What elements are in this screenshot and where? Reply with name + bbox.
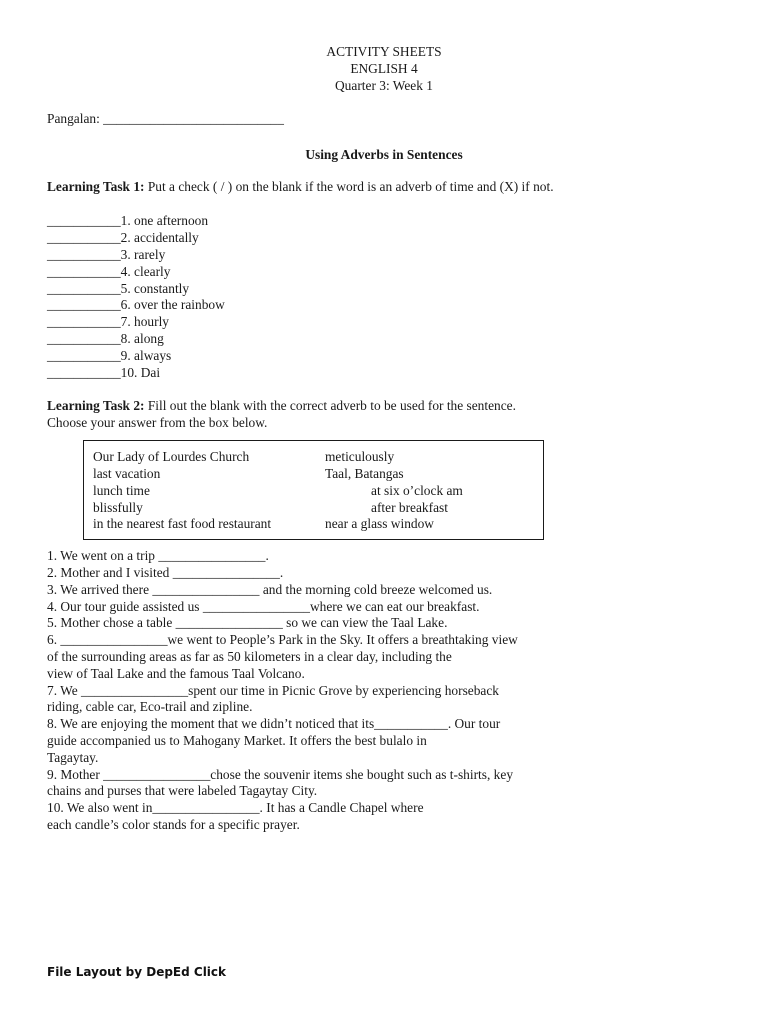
task2-sentence-continued: view of Taal Lake and the famous Taal Volcano. <box>47 666 305 681</box>
task1-item[interactable]: ___________4. clearly <box>47 264 171 279</box>
choice-item: in the nearest fast food restaurant <box>93 516 272 531</box>
period-line: Quarter 3: Week 1 <box>335 78 433 93</box>
task2-sentence-continued: guide accompanied us to Mahogany Market. It offers the best bulalo in <box>47 733 427 748</box>
choice-item: after breakfast <box>371 500 448 515</box>
choice-item: meticulously <box>325 449 395 464</box>
task2-sentence[interactable]: 6. ________________we went to People’s Park in the Sky. It offers a breathtaking view <box>47 632 518 647</box>
task1-label: Learning Task 1: <box>47 179 145 194</box>
choice-item: Taal, Batangas <box>325 466 404 481</box>
task2-instruction <box>47 397 516 414</box>
task1-item[interactable]: ___________1. one afternoon <box>47 213 209 228</box>
task1-item[interactable]: ___________3. rarely <box>47 247 166 262</box>
task2-sentence-continued: each candle’s color stands for a specific prayer. <box>47 817 300 832</box>
subject-line: ENGLISH 4 <box>350 61 418 76</box>
task1-text: Put a check ( / ) on the blank if the word is an adverb of time and (X) if not. <box>144 179 554 194</box>
task1-item[interactable]: ___________8. along <box>47 331 164 346</box>
task1-instruction <box>47 178 554 195</box>
task2-instruction-2: Choose your answer from the box below. <box>47 415 268 430</box>
task2-sentence[interactable]: 2. Mother and I visited ________________. <box>47 565 284 580</box>
task2-sentence-continued: Tagaytay. <box>47 750 99 765</box>
task2-sentence[interactable]: 7. We ________________spent our time in Picnic Grove by experiencing horseback <box>47 683 499 698</box>
task2-text: Fill out the blank with the correct adverb to be used for the sentence. <box>144 398 516 413</box>
topic-heading: Using Adverbs in Sentences <box>305 147 463 162</box>
task2-sentence-continued: chains and purses that were labeled Tagaytay City. <box>47 783 318 798</box>
task1-item[interactable]: ___________6. over the rainbow <box>47 297 225 312</box>
task2-sentence[interactable]: 8. We are enjoying the moment that we didn’t noticed that its___________. Our tour <box>47 716 501 731</box>
task2-sentence[interactable]: 4. Our tour guide assisted us ________________where we can eat our breakfast. <box>47 599 480 614</box>
choice-item: near a glass window <box>325 516 434 531</box>
task1-item[interactable]: ___________7. hourly <box>47 314 169 329</box>
choice-item: blissfully <box>93 500 143 515</box>
task2-sentence-continued: riding, cable car, Eco-trail and zipline. <box>47 699 253 714</box>
task2-sentence[interactable]: 9. Mother ________________chose the souvenir items she bought such as t-shirts, key <box>47 767 514 782</box>
task2-sentence-continued: of the surrounding areas as far as 50 kilometers in a clear day, including the <box>47 649 452 664</box>
name-field[interactable]: Pangalan: ___________________________ <box>47 111 284 126</box>
choice-item: at six o’clock am <box>371 483 463 498</box>
task1-item[interactable]: ___________2. accidentally <box>47 230 199 245</box>
choice-item: last vacation <box>93 466 161 481</box>
task2-sentence[interactable]: 10. We also went in________________. It has a Candle Chapel where <box>47 800 424 815</box>
sheet-title: ACTIVITY SHEETS <box>326 44 442 59</box>
answer-choice-box <box>83 440 544 540</box>
footer-credit: File Layout by DepEd Click <box>47 965 227 979</box>
task1-item[interactable]: ___________9. always <box>47 348 172 363</box>
task2-sentence[interactable]: 1. We went on a trip ________________. <box>47 548 269 563</box>
task1-item[interactable]: ___________10. Dai <box>47 365 161 380</box>
task2-label: Learning Task 2: <box>47 398 145 413</box>
task2-sentence[interactable]: 3. We arrived there ________________ and the morning cold breeze welcomed us. <box>47 582 493 597</box>
choice-item: lunch time <box>93 483 150 498</box>
task2-sentence[interactable]: 5. Mother chose a table ________________ so we can view the Taal Lake. <box>47 615 448 630</box>
task1-item[interactable]: ___________5. constantly <box>47 281 190 296</box>
choice-item: Our Lady of Lourdes Church <box>93 449 250 464</box>
